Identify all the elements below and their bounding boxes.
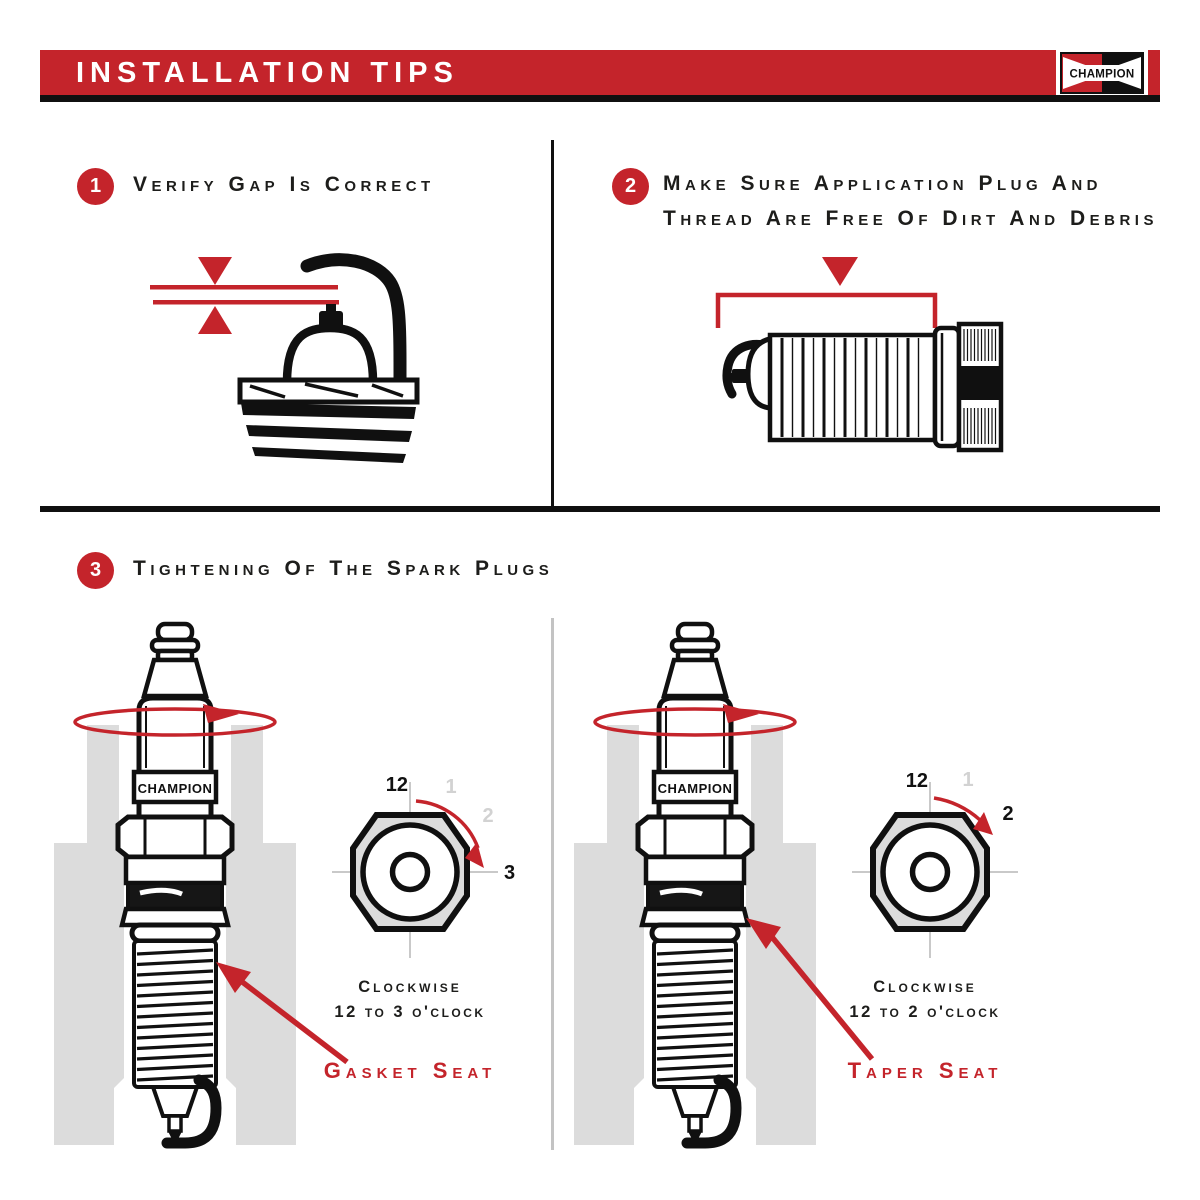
gap-arrow-down-icon [198, 257, 232, 285]
threaded-body [770, 335, 935, 440]
terminal-nut [678, 624, 712, 640]
gap-check-illustration [100, 240, 500, 480]
spark-plug-side-art [726, 324, 1001, 450]
hex-nut [118, 817, 232, 857]
plug-brand-label: CHAMPION [657, 781, 733, 796]
page-title: INSTALLATION TIPS [76, 57, 459, 89]
gasket-ring [132, 925, 218, 941]
spark-plug-tip-art [240, 260, 417, 463]
champion-bowtie-icon [1060, 52, 1144, 94]
hex-nut [638, 817, 752, 857]
down-arrow-icon [822, 257, 858, 286]
clock-label-12: 12 [385, 774, 408, 796]
gap-line-bottom [153, 300, 339, 305]
shell [646, 857, 744, 883]
caption-range: 12 to 2 o'clock [849, 1003, 1001, 1021]
caption-clockwise: Clockwise [873, 978, 977, 996]
header-bar [40, 50, 1160, 96]
collar [935, 328, 959, 446]
insulator [659, 698, 731, 826]
step-1-number: 1 [89, 175, 102, 197]
step-1-badge [77, 168, 114, 205]
center-electrode [689, 1116, 701, 1131]
clock-label-2: 2 [1002, 803, 1014, 825]
clock-diagram [332, 774, 515, 958]
clock-label-2: 2 [482, 805, 494, 827]
insulator-dome [287, 328, 373, 382]
step-2-number: 2 [624, 175, 637, 197]
clean-thread-illustration [680, 240, 1140, 480]
shell [126, 857, 224, 883]
champion-logo-text: CHAMPION [1069, 68, 1135, 81]
divider-horizontal [40, 506, 1160, 512]
clock-label-3: 3 [504, 862, 516, 884]
spark-plug-illustration [638, 624, 752, 1143]
terminal-nut [158, 624, 192, 640]
step-2-title-line-2: Thread Are Free Of Dirt And Debris [663, 207, 1158, 230]
divider-vertical-top [551, 140, 554, 506]
clock-diagram [852, 769, 1018, 958]
plug-brand-label: CHAMPION [137, 781, 213, 796]
step-1-title: Verify Gap Is Correct [133, 173, 435, 196]
champion-logo [1056, 49, 1148, 97]
insulator [139, 698, 211, 826]
caption-clockwise: Clockwise [358, 978, 462, 996]
measure-bracket-icon [718, 295, 935, 328]
gap-line-top [150, 285, 338, 290]
tightening-caption-taper [825, 978, 1025, 1022]
clock-label-1: 1 [962, 769, 974, 791]
header-underbar [40, 95, 1160, 102]
step-3-title: Tightening Of The Spark Plugs [133, 557, 554, 580]
seat-label-gasket: Gasket Seat [323, 1058, 497, 1083]
step-2-badge [612, 168, 649, 205]
step-3-badge [77, 552, 114, 589]
step-3-number: 3 [89, 559, 102, 581]
gap-arrow-up-icon [198, 306, 232, 334]
clock-label-1: 1 [445, 776, 457, 798]
gasket-seat-panel-illustration [40, 610, 570, 1200]
seat-label-taper: Taper Seat [847, 1058, 1003, 1083]
step-2-title-line-1: Make Sure Application Plug And [663, 172, 1103, 195]
caption-range: 12 to 3 o'clock [334, 1003, 486, 1021]
insulator-tip [153, 1087, 197, 1116]
clock-label-12: 12 [905, 770, 928, 792]
taper-seat-panel-illustration [560, 610, 1090, 1200]
insulator-tip [673, 1087, 717, 1116]
step-2-title [663, 166, 1158, 236]
spark-plug-illustration [118, 624, 232, 1143]
tightening-caption-gasket [310, 978, 510, 1022]
taper-seat-shoulder [652, 925, 738, 941]
center-electrode [169, 1116, 181, 1131]
